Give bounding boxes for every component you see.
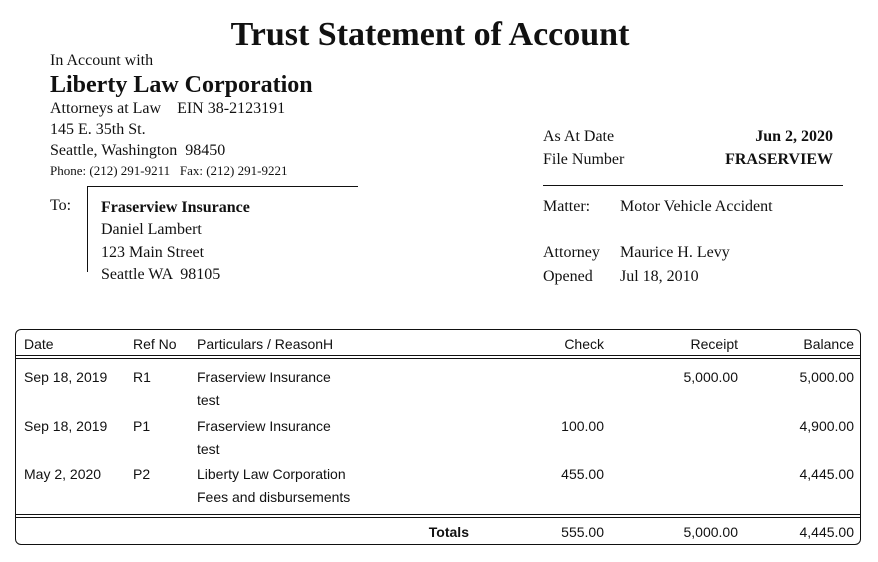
as-at-date-label: As At Date <box>543 128 615 145</box>
firm-name: Liberty Law Corporation <box>50 72 313 98</box>
totals-balance: 4,445.00 <box>799 524 854 540</box>
meta-divider <box>543 185 843 186</box>
row-balance: 4,900.00 <box>799 418 854 434</box>
header-particulars: Particulars / ReasonH <box>197 336 334 352</box>
row-reason: test <box>197 441 220 457</box>
client-address-line2: Seattle WA 98105 <box>101 266 221 283</box>
attorney-label: Attorney <box>543 244 600 261</box>
row-date: May 2, 2020 <box>24 466 102 482</box>
trust-ledger-table <box>15 329 861 545</box>
recipient-divider <box>87 186 358 187</box>
firm-address-line2: Seattle, Washington 98450 <box>50 142 226 159</box>
row-balance: 5,000.00 <box>799 369 854 385</box>
matter-value: Motor Vehicle Accident <box>620 198 773 215</box>
row-check: 100.00 <box>561 418 604 434</box>
totals-rule-top <box>16 514 860 515</box>
row-particulars: Fraserview Insurance <box>197 369 331 385</box>
totals-label: Totals <box>428 524 469 540</box>
row-date: Sep 18, 2019 <box>24 369 108 385</box>
row-date: Sep 18, 2019 <box>24 418 108 434</box>
row-ref-no: P2 <box>133 466 151 482</box>
recipient-bracket <box>87 186 88 272</box>
header-date: Date <box>24 336 54 352</box>
row-particulars: Fraserview Insurance <box>197 418 331 434</box>
totals-check: 555.00 <box>561 524 604 540</box>
row-ref-no: P1 <box>133 418 151 434</box>
row-reason: Fees and disbursements <box>197 489 351 505</box>
row-balance: 4,445.00 <box>799 466 854 482</box>
file-number-label: File Number <box>543 151 625 168</box>
client-address-line1: 123 Main Street <box>101 244 205 261</box>
opened-label: Opened <box>543 268 593 285</box>
row-ref-no: R1 <box>133 369 151 385</box>
client-contact: Daniel Lambert <box>101 221 202 238</box>
totals-receipt: 5,000.00 <box>683 524 738 540</box>
row-receipt: 5,000.00 <box>683 369 738 385</box>
opened-value: Jul 18, 2010 <box>620 268 699 285</box>
firm-intro: In Account with <box>50 52 154 69</box>
header-receipt: Receipt <box>690 336 738 352</box>
header-rule-bottom <box>16 358 860 359</box>
firm-address-line1: 145 E. 35th St. <box>50 121 146 138</box>
row-check: 455.00 <box>561 466 604 482</box>
file-number-value: FRASERVIEW <box>725 151 833 168</box>
statement-title: Trust Statement of Account <box>230 16 630 53</box>
totals-rule-bottom <box>16 517 860 518</box>
attorney-value: Maurice H. Levy <box>620 244 730 261</box>
firm-tagline: Attorneys at Law EIN 38-2123191 <box>50 100 286 117</box>
header-balance: Balance <box>803 336 854 352</box>
firm-phone-fax: Phone: (212) 291-9211 Fax: (212) 291-9221 <box>50 163 288 178</box>
row-particulars: Liberty Law Corporation <box>197 466 346 482</box>
header-ref-no: Ref No <box>133 336 177 352</box>
matter-label: Matter: <box>543 198 591 215</box>
to-label: To: <box>50 197 72 214</box>
row-reason: test <box>197 392 220 408</box>
header-check: Check <box>564 336 604 352</box>
header-rule-top <box>16 355 860 356</box>
client-name: Fraserview Insurance <box>101 199 250 216</box>
as-at-date-value: Jun 2, 2020 <box>755 128 833 145</box>
